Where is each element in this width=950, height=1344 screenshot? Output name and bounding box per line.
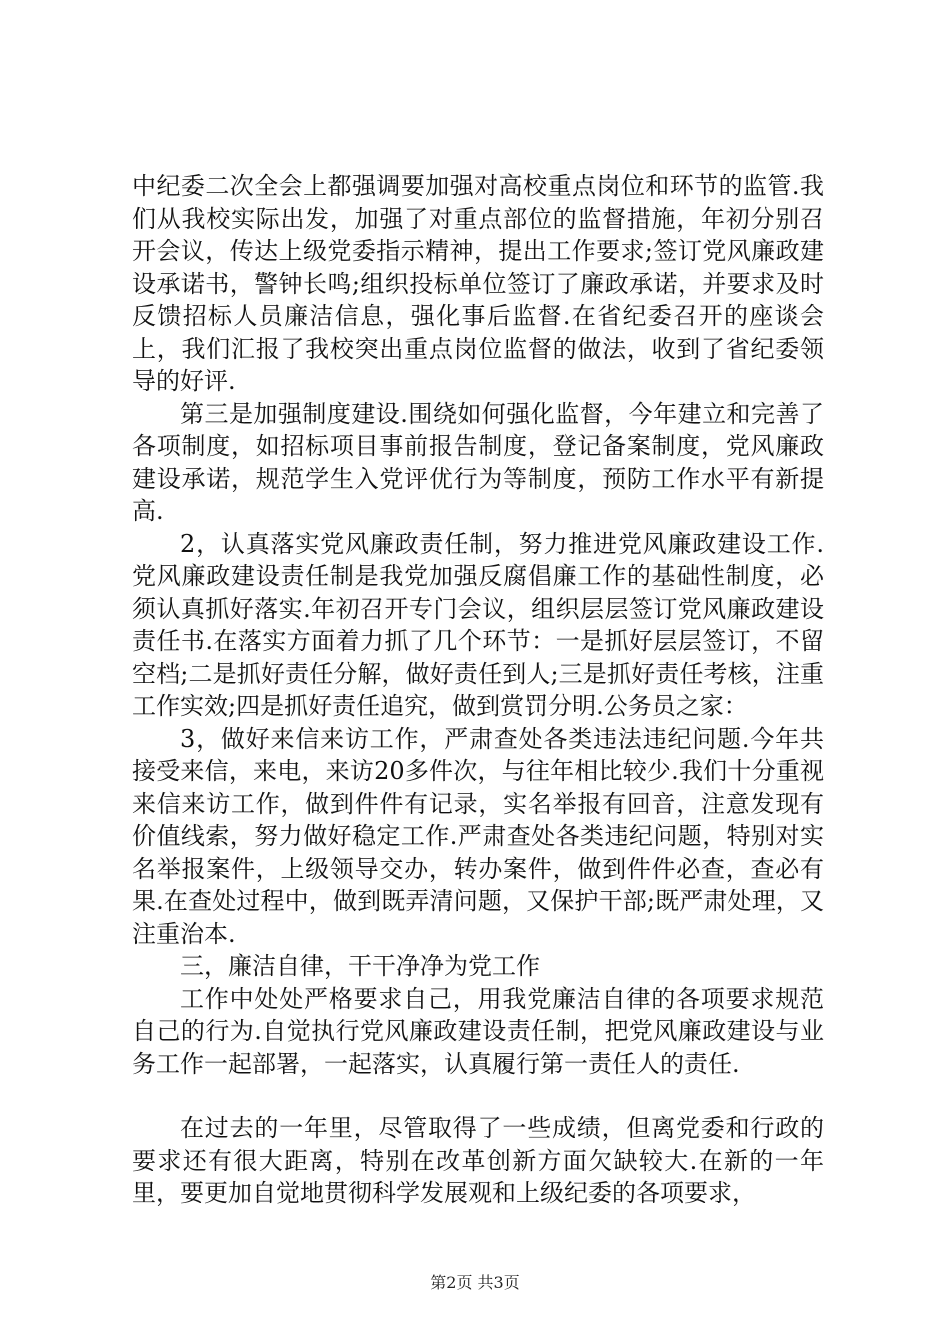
page-footer: 第2页 共3页 <box>430 1273 520 1292</box>
paragraph-letters-and-visits: 3，做好来信来访工作，严肃查处各类违法违纪问题.今年共接受来信，来电，来访20多件次，与往年相比较少.我们十分重视来信来访工作，做到件件有记录，实名举报有回音，注意发现有价值线索，努力做好稳定工作.严肃查处各类违纪问题，特别对实名举报案件，上级领导交办，转办案件，做到件件必查，查必有果.在查处过程中，做到既弄清问题，又保护干部;既严肃处理，又注重治本. <box>132 724 824 948</box>
section-heading-self-discipline: 三，廉洁自律，干干净净为党工作 <box>180 952 540 980</box>
paragraph-self-discipline: 工作中处处严格要求自己，用我党廉洁自律的各项要求规范自己的行为.自觉执行党风廉政建设责任制，把党风廉政建设与业务工作一起部署，一起落实，认真履行第一责任人的责任. <box>132 984 824 1078</box>
paragraph-system-building: 第三是加强制度建设.围绕如何强化监督，今年建立和完善了各项制度，如招标项目事前报告制度，登记备案制度，党风廉政建设承诺，规范学生入党评优行为等制度，预防工作水平有新提高. <box>132 399 824 525</box>
document-body <box>132 170 824 1210</box>
paragraph-supervision-key-posts: 中纪委二次全会上都强调要加强对高校重点岗位和环节的监管.我们从我校实际出发，加强了对重点部位的监督措施，年初分别召开会议，传达上级党委指示精神，提出工作要求;签订党风廉政建设承诺书，警钟长鸣;组织投标单位签订了廉政承诺，并要求及时反馈招标人员廉洁信息，强化事后监督.在省纪委召开的座谈会上，我们汇报了我校突出重点岗位监督的做法，收到了省纪委领导的好评. <box>132 172 824 395</box>
paragraph-responsibility-system: 2，认真落实党风廉政责任制，努力推进党风廉政建设工作.党风廉政建设责任制是我党加强反腐倡廉工作的基础性制度，必须认真抓好落实.年初召开专门会议，组织层层签订党风廉政建设责任书.在落实方面着力抓了几个环节：一是抓好层层签订，不留空档;二是抓好责任分解，做好责任到人;三是抓好责任考核，注重工作实效;四是抓好责任追究，做到赏罚分明.公务员之家： <box>132 529 824 720</box>
paragraph-outlook: 在过去的一年里，尽管取得了一些成绩，但离党委和行政的要求还有很大距离，特别在改革创新方面欠缺较大.在新的一年里，要更加自觉地贯彻科学发展观和上级纪委的各项要求， <box>132 1114 824 1207</box>
